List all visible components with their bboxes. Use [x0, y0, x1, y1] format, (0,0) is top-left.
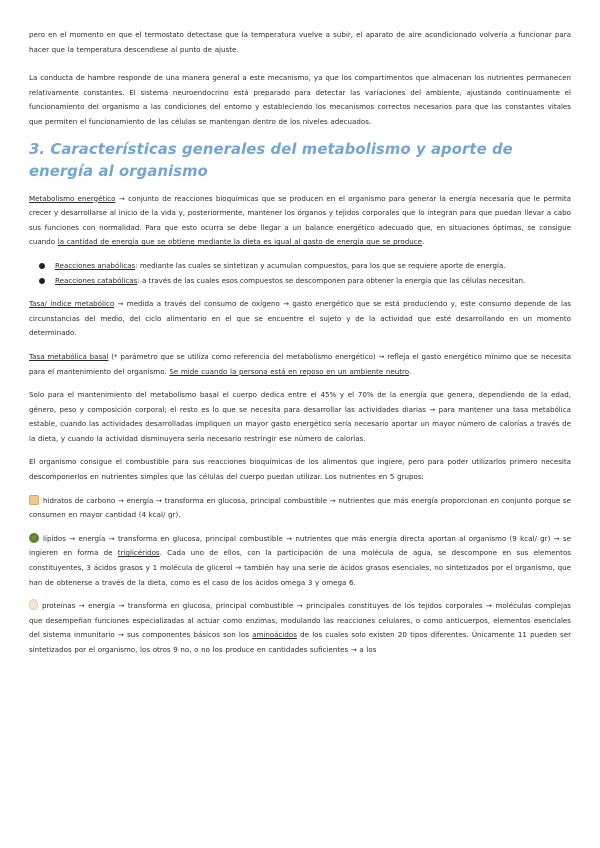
paragraph-fuel: El organismo consigue el combustible para sus reacciones bioquímicas de los alimentos que ingiere, pero para poder utilizarlos primero necesita descomponerlos en nutrientes simples que las células del cuerpo puedan utilizar. Los nutrientes en 5 grupos: [29, 457, 571, 482]
bullet-icon [39, 278, 45, 284]
metabolism-text: → conjunto de reacciones bioquímicas que se producen en el organismo para generar la energía necesaria que le permita crecer y desarrollarse al inicio de la vida y, posteriormente, mantener los órganos y tejidos corporales que lo integran para que puedan llevar a cabo sus funciones con normalidad. Para que esto ocurra se debe llegar a un balance energético adecuado que, en situaciones óptimas, se consigue cuando [29, 193, 571, 247]
term-tasa: Tasa/ índice metabólico [29, 299, 115, 309]
reaction-list [29, 259, 571, 288]
bullet-icon [39, 263, 45, 269]
term-anabolic: Reacciones anabólicas [55, 260, 136, 270]
egg-icon [29, 599, 38, 610]
paragraph-thermostat: pero en el momento en que el termostato detectase que la temperatura vuelve a subir, el aparato de aire acondicionado volvería a funcionar para hacer que la temperatura descendiese al punto de ajuste. [29, 30, 571, 54]
nutrient-proteins: proteínas → energía → transforma en glucosa, principal combustible → principales constituyes de los tejidos corporales → moléculas complejas que desempeñan funciones especializadas al actuar como enzimas, modulando las reacciones celulares, o como anticuerpos, elementos esenciales del sistema inmunitario → sus componentes básicos son los aminoácidos de los cuales solo existen 20 tipos diferentes. Únicamente 11 pueden ser sintetizados por el organismo, los otros 9 no, o no los produce en cantidades suficientes → a los [29, 601, 571, 654]
paragraph-metabolic-rate: Tasa/ índice metabólico → medida a través del consumo de oxígeno → gasto energético que se está produciendo y, este consumo depende de las circunstancias del medio, del ciclo alimentario en el que se encuentre el sujeto y de la actividad que esté desarrollando en un momento determinado. [29, 299, 571, 338]
metabolism-underlined: la cantidad de energía que se obtiene mediante la dieta es igual al gasto de energía que se produce [57, 237, 422, 247]
avocado-icon [29, 533, 39, 543]
term-amino-acids: aminoácidos [252, 630, 297, 640]
paragraph-metabolism: Metabolismo energético → conjunto de reacciones bioquímicas que se producen en el organismo para generar la energía necesaria que le permita crecer y desarrollarse al inicio de la vida y, posteriormente, mantener los órganos y tejidos corporales que lo integran para que puedan llevar a cabo sus funciones con normalidad. Para que esto ocurra se debe llegar a un balance energético adecuado que, en situaciones óptimas, se consigue cuando la cantidad de energía que se obtiene mediante la dieta es igual al gasto de energía que se produce. [29, 193, 571, 247]
term-metabolismo: Metabolismo energético [29, 193, 116, 203]
basal-underlined: Se mide cuando la persona está en reposo en un ambiente neutro [169, 366, 409, 376]
nutrient-lipids: lípidos → energía → transforma en glucosa, principal combustible → nutrientes que más energía directa aportan al organismo (9 kcal/ gr) → se ingieren en forma de triglicéridos. Cada uno de ellos, con la participación de una molécula de agua, se descompone en sus elementos constituyentes, 3 ácidos grasos y 1 molécula de glicerol → también hay una serie de ácidos grasos esenciales, no sintetizados por el organismo, que han de obtenerse a través de la dieta, como es el caso de los ácidos omega 3 y omega 6. [29, 533, 571, 587]
nutrient-carbohydrates: hidratos de carbono → energía → transforma en glucosa, principal combustible → nutrientes que más energía proporcionan en conjunto porque se consumen en mayor cantidad (4 kcal/ gr). [29, 495, 571, 520]
paragraph-maintenance: Solo para el mantenimiento del metabolismo basal el cuerpo dedica entre el 45% y el 70% de la energía que genera, dependiendo de la edad, género, peso y composición corporal; el resto es lo que se necesita para desarrollar las actividades diarias → para mantener una tasa metabólica estable, cuando las actividades desarrolladas impliquen un mayor gasto energético sería necesario aportar un mayor número de calorías a través de la dieta, y cuando la actividad disminuyera sería necesario restringir ese número de calorías. [29, 390, 571, 443]
term-basal: Tasa metabólica basal [29, 351, 109, 361]
paragraph-basal-rate: Tasa metabólica basal (* parámetro que se utiliza como referencia del metabolismo energético) → refleja el gasto energético mínimo que se necesita para el mantenimiento del organismo. Se mide cuando la persona está en reposo en un ambiente neutro. [29, 351, 572, 376]
term-catabolic: Reacciones catabólicas [55, 275, 138, 285]
list-item: Reacciones anabólicas: mediante las cuales se sintetizan y acumulan compuestos, para los que se requiere aporte de energía. [39, 259, 571, 274]
paragraph-hunger: La conducta de hambre responde de una manera general a este mecanismo, ya que los compartimentos que almacenan los nutrientes permanecen relativamente constantes. El sistema neuroendocrino está preparado para detectar las variaciones del ambiente, ajustando continuamente el funcionamiento del organismo a las condiciones del entorno y estableciendo los mecanismos correctos necesarios para que las constantes vitales que permiten el funcionamiento de las células se mantengan dentro de los niveles adecuados. [29, 73, 571, 126]
section-heading: 3. Características generales del metabolismo y aporte de energía al organismo [29, 140, 513, 180]
bread-icon [29, 495, 39, 505]
term-triglycerides: triglicéridos [117, 548, 160, 558]
list-item: Reacciones catabólicas: a través de las cuales esos compuestos se descomponen para obtener la energía que las células necesitan. [39, 274, 571, 289]
